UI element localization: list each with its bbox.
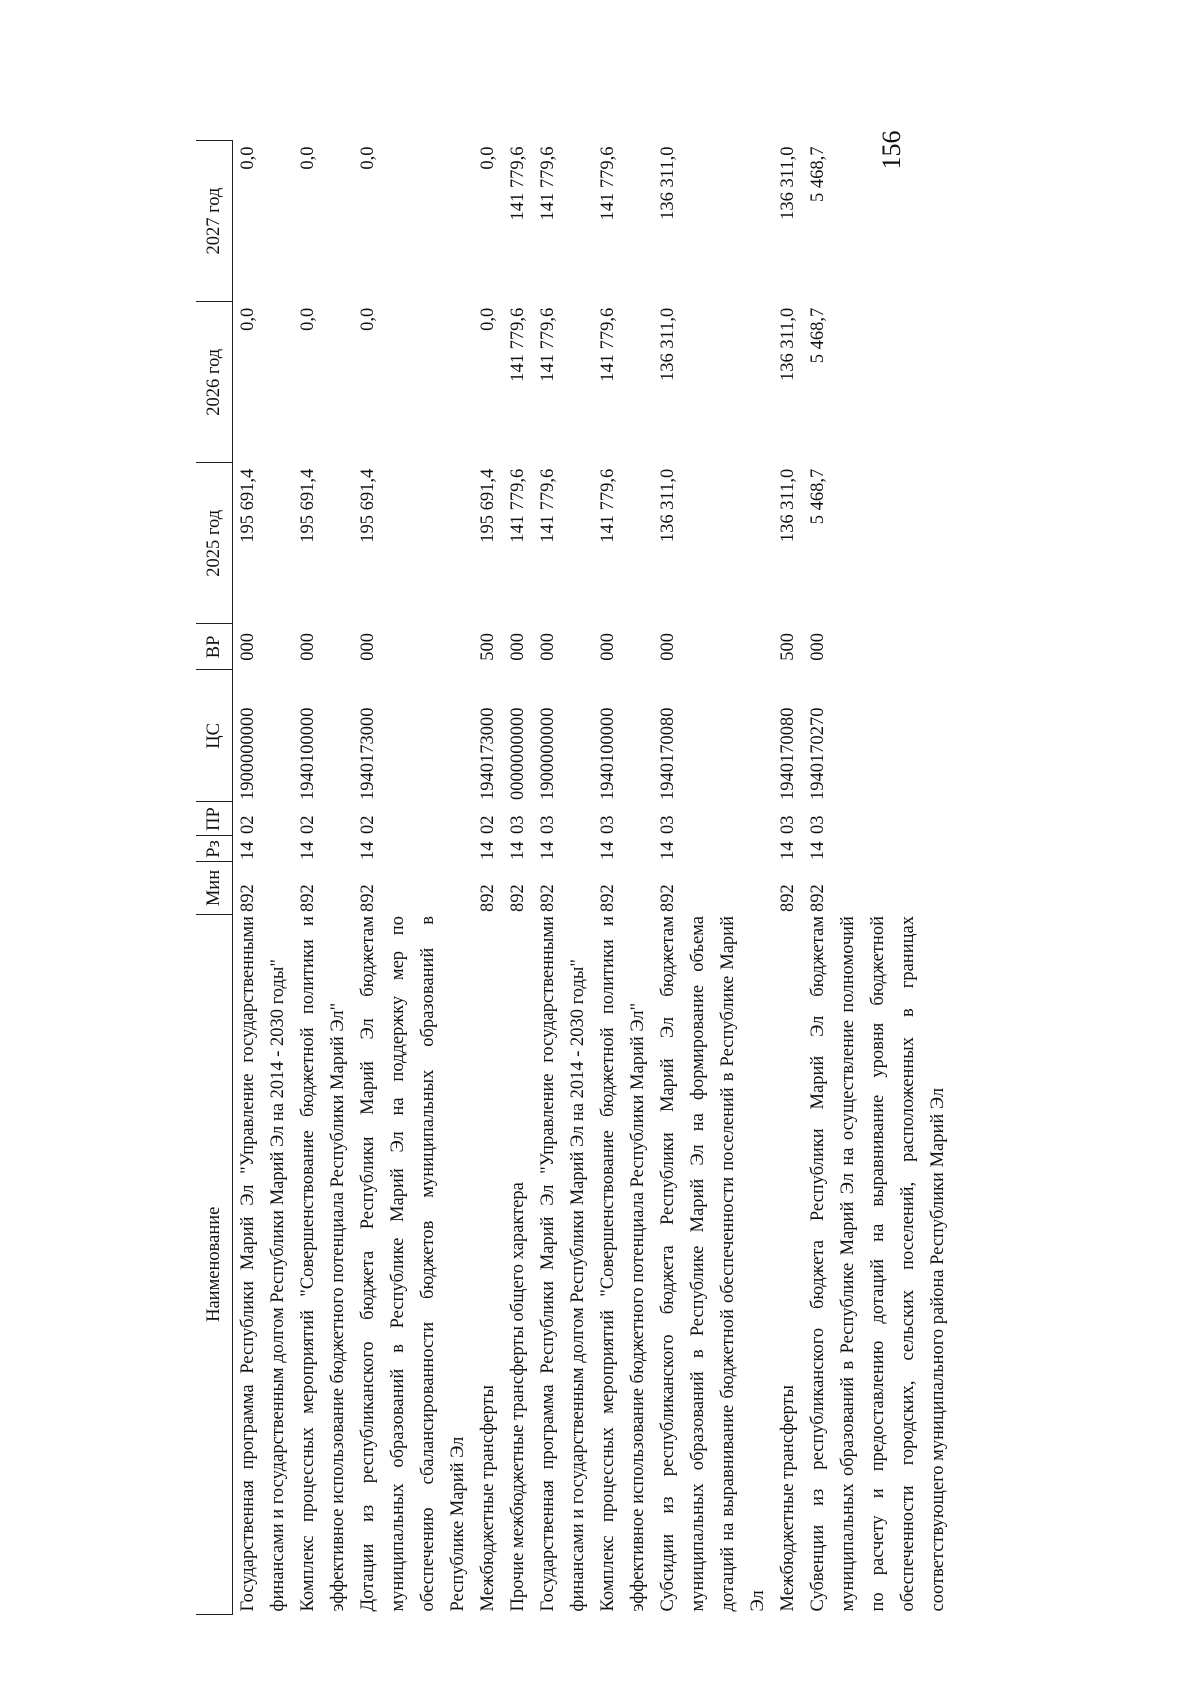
table-row <box>803 141 953 1615</box>
row-2027: 141 779,6 <box>538 146 558 221</box>
row-rz: 14 <box>298 841 318 860</box>
row-cs: 1900000000 <box>538 707 558 800</box>
row-2026: 136 311,0 <box>778 307 798 382</box>
row-2027: 136 311,0 <box>658 146 678 220</box>
row-pr: 03 <box>598 815 618 834</box>
row-2026: 0,0 <box>298 307 318 331</box>
row-vr: 000 <box>238 633 258 661</box>
table-row <box>233 141 294 1615</box>
row-name: Дотации из республиканского бюджета Республики Марий Эл бюджетам муниципальных образований в Республике Марий Эл на поддержку мер по обеспечению сбалансированности бюджетов муниципальных образований в Республике Марий Эл <box>358 916 468 1612</box>
row-vr: 500 <box>478 633 498 661</box>
row-2026: 0,0 <box>478 307 498 331</box>
row-cs: 1940170080 <box>778 707 798 800</box>
row-rz: 14 <box>778 841 798 860</box>
row-min: 892 <box>358 884 378 913</box>
row-name: Субвенции из республиканского бюджета Республики Марий Эл бюджетам муниципальных образований в Республике Марий Эл на осуществление полномочий по расчету и предоставлению дотаций на выравнивание уровня бюджетной обеспеченности городских, сельских поселений, расположенных в границах соответствующего муниципального района Республики Марий Эл <box>808 916 948 1612</box>
header-name: Наименование <box>196 914 233 1614</box>
row-vr: 000 <box>508 633 528 661</box>
row-rz: 14 <box>238 841 258 860</box>
row-rz: 14 <box>358 841 378 860</box>
row-cs: 1940100000 <box>598 707 618 800</box>
row-vr: 500 <box>778 633 798 661</box>
row-name: Субсидии из республиканского бюджета Республики Марий Эл бюджетам муниципальных образований в Республике Марий Эл на формирование объема дотаций на выравнивание бюджетной обеспеченности поселений в Республике Марий Эл <box>658 916 768 1612</box>
row-vr: 000 <box>598 633 618 661</box>
row-2025: 141 779,6 <box>538 468 558 543</box>
row-min: 892 <box>478 884 498 913</box>
row-min: 892 <box>298 884 318 913</box>
row-name: Прочие межбюджетные трансферты общего характера <box>508 1182 528 1612</box>
row-2026: 141 779,6 <box>598 307 618 382</box>
row-2027: 0,0 <box>238 146 258 170</box>
row-rz: 14 <box>538 841 558 860</box>
row-2026: 141 779,6 <box>508 307 528 382</box>
table-row <box>293 141 353 1615</box>
row-pr: 03 <box>538 815 558 834</box>
table-row <box>593 141 653 1615</box>
row-vr: 000 <box>808 633 828 661</box>
row-cs: 0000000000 <box>508 707 528 800</box>
row-2026: 141 779,6 <box>538 307 558 382</box>
row-pr: 02 <box>478 815 498 834</box>
row-min: 892 <box>238 884 258 913</box>
row-2026: 0,0 <box>238 307 258 331</box>
row-rz: 14 <box>598 841 618 860</box>
row-2027: 136 311,0 <box>778 146 798 220</box>
row-2027: 0,0 <box>298 146 318 170</box>
row-2025: 136 311,0 <box>778 468 798 543</box>
row-name: Комплекс процессных мероприятий "Совершенствование бюджетной политики и эффективное использование бюджетного потенциала Республики Марий Эл" <box>298 916 348 1612</box>
row-pr: 03 <box>658 815 678 834</box>
row-cs: 1940173000 <box>358 707 378 800</box>
row-name: Государственная программа Республики Марий Эл "Управление государственными финансами и государственным долгом Республики Марий Эл на 2014 - 2030 годы" <box>538 916 588 1612</box>
table-row <box>773 141 803 1615</box>
row-rz: 14 <box>478 841 498 860</box>
row-cs: 1900000000 <box>238 707 258 800</box>
table-header-row <box>196 141 233 1615</box>
table-row <box>503 141 533 1615</box>
row-2025: 141 779,6 <box>598 468 618 543</box>
header-pr: ПР <box>196 802 233 836</box>
row-cs: 1940173000 <box>478 707 498 800</box>
row-2025: 195 691,4 <box>298 468 318 543</box>
row-vr: 000 <box>298 633 318 661</box>
header-2025: 2025 год <box>196 463 233 624</box>
header-2026: 2026 год <box>196 302 233 463</box>
row-2025: 141 779,6 <box>508 468 528 543</box>
row-2025: 136 311,0 <box>658 468 678 543</box>
header-vr: ВР <box>196 624 233 670</box>
header-rz: Рз <box>196 836 233 862</box>
row-2025: 195 691,4 <box>238 468 258 543</box>
row-pr: 03 <box>778 815 798 834</box>
table-row <box>353 141 473 1615</box>
row-2027: 0,0 <box>478 146 498 170</box>
row-name: Межбюджетные трансферты <box>478 1385 498 1612</box>
row-pr: 02 <box>358 815 378 834</box>
rotated-table-content <box>196 140 974 1615</box>
budget-table <box>196 140 953 1615</box>
row-min: 892 <box>658 884 678 913</box>
row-2025: 5 468,7 <box>808 468 828 525</box>
table-row <box>653 141 773 1615</box>
row-pr: 02 <box>298 815 318 834</box>
header-cs: ЦС <box>196 670 233 802</box>
row-cs: 1940170080 <box>658 707 678 800</box>
row-2027: 141 779,6 <box>598 146 618 221</box>
row-min: 892 <box>598 884 618 913</box>
row-2026: 5 468,7 <box>808 307 828 364</box>
row-pr: 03 <box>808 815 828 834</box>
table-row <box>533 141 593 1615</box>
rotated-table-wrapper <box>196 140 974 1615</box>
row-pr: 03 <box>508 815 528 834</box>
row-2026: 0,0 <box>358 307 378 331</box>
page-number: 156 <box>877 130 906 170</box>
table-row <box>473 141 503 1615</box>
row-name: Межбюджетные трансферты <box>778 1385 798 1612</box>
row-2027: 0,0 <box>358 146 378 170</box>
row-2026: 136 311,0 <box>658 307 678 382</box>
row-cs: 1940170270 <box>808 707 828 800</box>
row-min: 892 <box>538 884 558 913</box>
header-2027: 2027 год <box>196 141 233 302</box>
row-name: Государственная программа Республики Марий Эл "Управление государственными финансами и государственным долгом Республики Марий Эл на 2014 - 2030 годы" <box>238 916 288 1612</box>
row-min: 892 <box>778 884 798 913</box>
row-rz: 14 <box>508 841 528 860</box>
row-pr: 02 <box>238 815 258 834</box>
header-min: Мин <box>196 862 233 914</box>
row-2025: 195 691,4 <box>478 468 498 543</box>
row-min: 892 <box>508 884 528 913</box>
row-cs: 1940100000 <box>298 707 318 800</box>
row-2027: 141 779,6 <box>508 146 528 221</box>
row-min: 892 <box>808 884 828 913</box>
row-name: Комплекс процессных мероприятий "Совершенствование бюджетной политики и эффективное использование бюджетного потенциала Республики Марий Эл" <box>598 916 648 1612</box>
row-vr: 000 <box>358 633 378 661</box>
row-vr: 000 <box>658 633 678 661</box>
row-2027: 5 468,7 <box>808 146 828 202</box>
row-2025: 195 691,4 <box>358 468 378 543</box>
row-vr: 000 <box>538 633 558 661</box>
row-rz: 14 <box>658 841 678 860</box>
row-rz: 14 <box>808 841 828 860</box>
